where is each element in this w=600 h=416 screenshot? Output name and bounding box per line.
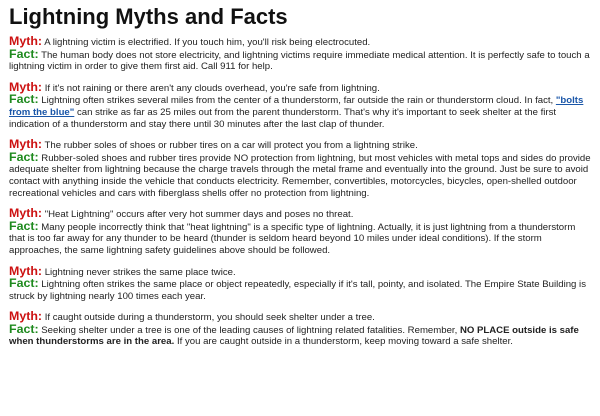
fact-text: Rubber-soled shoes and rubber tires provide NO protection from lightning, but most vehicles with metal tops and sides do provide adequate shelter from lightning because the charge travels through the metal frame and eventually into the ground. Just be sure to avoid contact with anything inside the vehicle that conducts electricity. Remember, convertibles, motorcycles, bicycles, open-shelled outdoor recreational vehicles and cars with fiberglass shells offer no protection from lightning. [9,152,591,199]
myth-label: Myth: [9,309,43,324]
myth-text: Lightning never strikes the same place twice. [44,266,236,278]
page-title: Lightning Myths and Facts [9,4,288,29]
myth-label: Myth: [9,137,43,152]
myth-text: If caught outside during a thunderstorm, you should seek shelter under a tree. [44,312,375,324]
myth-fact-entry-2 [9,79,591,130]
fact-text: Lightning often strikes the same place or object repeatedly, especially if it's tall, pointy, and isolated. The Empire State Building is struck by lightning nearly 100 times each year. [9,279,586,302]
fact-text: Seeking shelter under a tree is one of the leading causes of lightning related fatalities. Remember, [41,324,460,336]
fact-statement [9,218,591,257]
myth-statement [9,139,591,152]
bolts-from-the-blue-link[interactable]: "bolts from the blue" [9,95,584,118]
fact-statement [9,94,591,130]
myth-fact-entry-6 [9,311,591,348]
myth-label: Myth: [9,34,43,48]
myth-statement [9,79,591,95]
myth-text: The rubber soles of shoes or rubber tires on a car will protect you from a lightning strike. [44,140,418,152]
myth-text: A lightning victim is electrified. If you touch him, you'll risk being electrocuted. [44,37,371,48]
fact-label: Fact: [9,218,39,233]
myth-label: Myth: [9,79,43,94]
fact-label: Fact: [9,46,39,61]
fact-label: Fact: [9,276,39,291]
myth-label: Myth: [9,263,43,278]
fact-text-continued: If you are caught outside in a thunderstorm, keep moving toward a safe shelter. [174,336,513,348]
fact-statement [9,278,591,302]
myth-statement [9,263,591,279]
myth-statement [9,36,591,49]
fact-statement [9,149,591,199]
myth-label: Myth: [9,206,43,221]
fact-text-continued: can strike as far as 25 miles out from the parent thunderstorm. That's why it's important to seek shelter at the first indication of a thunderstorm and stay there until 30 minutes after the last clap of thunder. [9,106,557,130]
fact-label: Fact: [9,321,39,336]
fact-emphasis: NO PLACE outside is safe when thunderstorms are in the area. [9,324,579,348]
myth-statement [9,208,591,221]
fact-text: The human body does not store electricity, and lightning victims require immediate medical attention. It is perfectly safe to touch a lightning victim in order to give them first aid. Call 911 for help. [9,49,590,73]
myth-statement [9,311,591,324]
myth-text: If it's not raining or there aren't any clouds overhead, you're safe from lightning. [44,82,380,94]
myth-fact-entry-1 [9,36,591,73]
myth-fact-entry-5 [9,263,591,303]
fact-statement [9,46,591,73]
fact-text: Many people incorrectly think that "heat lightning" is a specific type of lightning. Actually, it is just lightning from a thunderstorm that is too far away for any thunder to be heard (thunder is seldom heard beyond 10 miles under ideal conditions). If the storm approaches, the same lightning safety guidelines above should be followed. [9,221,576,256]
fact-text: Lightning often strikes several miles from the center of a thunderstorm, far outside the rain or thunderstorm cloud. In fact, [41,95,556,107]
fact-statement [9,321,591,348]
myth-fact-entry-3 [9,139,591,199]
fact-label: Fact: [9,149,39,164]
myth-text: "Heat Lightning" occurs after very hot summer days and poses no threat. [44,209,354,221]
fact-label: Fact: [9,92,39,107]
myth-fact-entry-4 [9,208,591,256]
